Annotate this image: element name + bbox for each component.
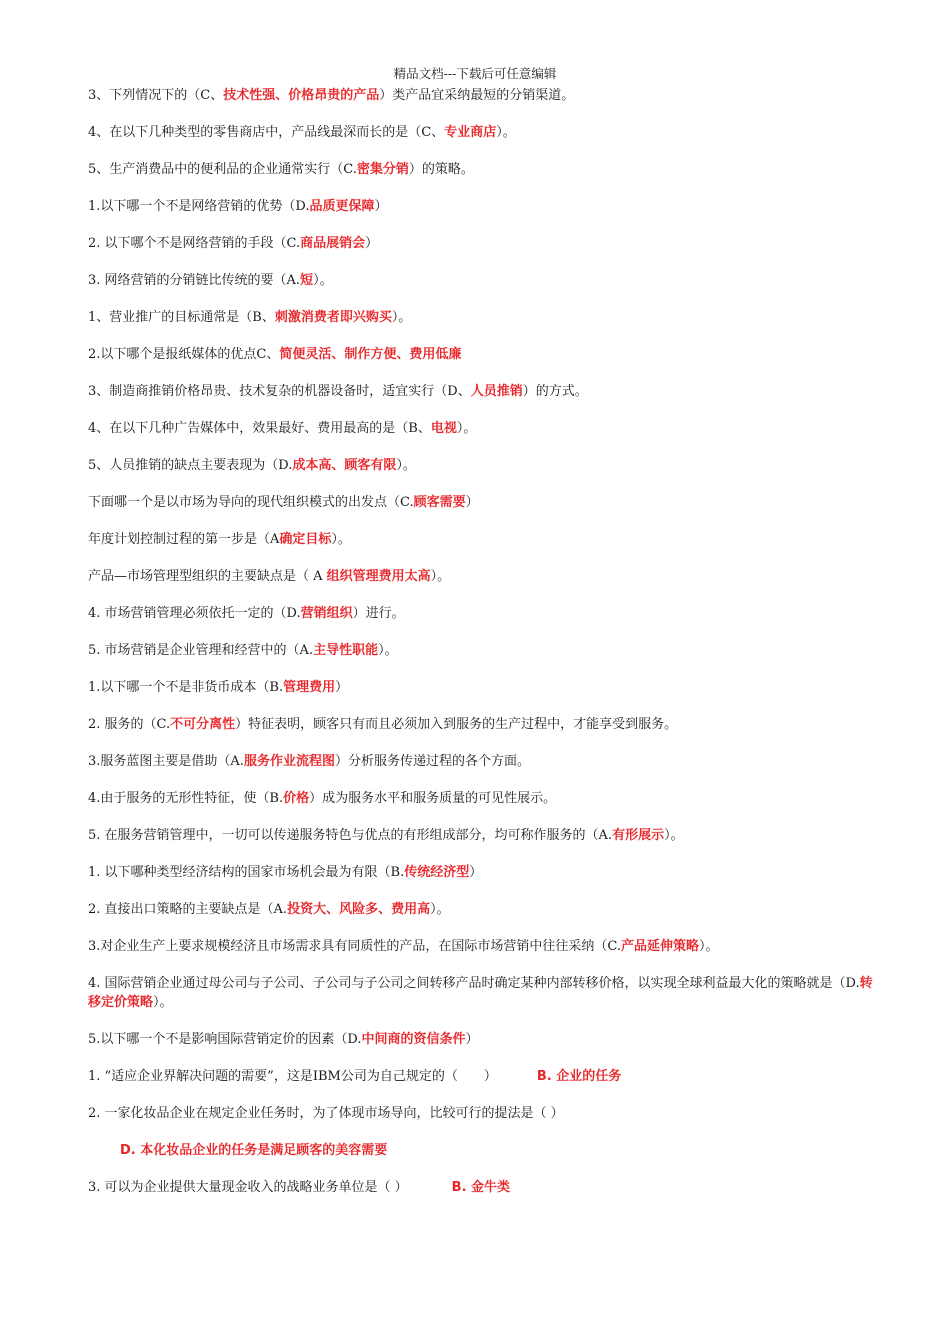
- question-text: 3. 网络营销的分销链比传统的要（A.: [88, 273, 301, 288]
- answer-list: [88, 86, 878, 956]
- question-text: 3、制造商推销价格昂贵、技术复杂的机器设备时，适宜实行（D、: [88, 384, 471, 399]
- question-line: [88, 900, 878, 919]
- question-suffix: ）的策略。: [408, 162, 474, 177]
- answer-text: 专业商店: [444, 125, 497, 140]
- question-text: 5. 市场营销是企业管理和经营中的（A.: [88, 643, 314, 658]
- question-text: 5、生产消费品中的便利品的企业通常实行（C.: [88, 162, 357, 177]
- answer-text: 价格: [283, 791, 310, 806]
- question-suffix: ）。: [396, 458, 416, 473]
- question-text: 4、在以下几种广告媒体中，效果最好、费用最高的是（B、: [88, 421, 431, 436]
- answer-text: 不可分离性: [170, 717, 236, 732]
- question-text: 3、下列情况下的（C、: [88, 88, 224, 103]
- question-suffix: ）的方式。: [522, 384, 588, 399]
- question-text: 2. 直接出口策略的主要缺点是（A.: [88, 902, 288, 917]
- answer-text: 服务作业流程图: [243, 754, 335, 769]
- answer-text: 投资大、风险多、费用高: [287, 902, 431, 917]
- question-line: [88, 641, 878, 660]
- answer-cosmetics-task: [88, 1141, 878, 1160]
- question-suffix: ）。: [456, 421, 477, 436]
- question-text: 年度计划控制过程的第一步是（A: [88, 532, 280, 547]
- question-cash-cow: [88, 1178, 878, 1197]
- question-text: 2. 一家化妆品企业在规定企业任务时，为了体现市场导向，比较可行的提法是（ ）: [88, 1106, 564, 1121]
- question-suffix: ）进行。: [352, 606, 405, 621]
- question-transfer-pricing: [88, 974, 878, 1012]
- question-text: 3. 可以为企业提供大量现金收入的战略业务单位是（ ）: [88, 1180, 408, 1195]
- question-text: 2.以下哪个是报纸媒体的优点C、: [88, 347, 280, 362]
- question-line: [88, 382, 878, 401]
- question-suffix: ）: [365, 236, 379, 251]
- answer-text: 电视: [430, 421, 457, 436]
- question-text: 3.对企业生产上要求规模经济且市场需求具有同质性的产品，在国际市场营销中往往采纳（C.: [88, 939, 622, 954]
- question-suffix: ）。: [313, 273, 333, 288]
- question-line: [88, 937, 878, 956]
- question-line: [88, 86, 878, 105]
- question-suffix: ）。: [391, 310, 412, 325]
- page-header: 精品文档---下载后可任意编辑: [393, 66, 557, 81]
- question-suffix: ）: [469, 865, 483, 880]
- question-line: [88, 715, 878, 734]
- answer-text: 刺激消费者即兴购买: [274, 310, 392, 325]
- question-suffix: ）成为服务水平和服务质量的可见性展示。: [309, 791, 557, 806]
- question-line: [88, 197, 878, 216]
- question-line: [88, 567, 878, 586]
- answer-text: B. 金牛类: [451, 1180, 511, 1195]
- question-line: [88, 530, 878, 549]
- answer-text: 人员推销: [470, 384, 523, 399]
- answer-text: 管理费用: [283, 680, 336, 695]
- question-text: 4. 国际营销企业通过母公司与子公司、子公司与子公司之间转移产品时确定某种内部转移价格，以实现全球利益最大化的策略就是（D.: [88, 976, 860, 991]
- question-suffix: ）: [465, 1032, 479, 1047]
- document-body: [88, 86, 878, 1197]
- question-line: [88, 419, 878, 438]
- question-text: 5. 在服务营销管理中，一切可以传递服务特色与优点的有形组成部分，均可称作服务的（A.: [88, 828, 613, 843]
- answer-text: 短: [300, 273, 314, 288]
- question-suffix: ）。: [430, 902, 450, 917]
- answer-text: 密集分销: [356, 162, 409, 177]
- answer-text: 顾客需要: [413, 495, 466, 510]
- question-ibm-task: [88, 1067, 878, 1086]
- question-line: [88, 789, 878, 808]
- answer-text: 传统经济型: [404, 865, 470, 880]
- question-suffix: ）。: [153, 995, 173, 1010]
- question-suffix: ）: [335, 680, 349, 695]
- question-text: 2. 服务的（C.: [88, 717, 171, 732]
- answer-text: 主导性职能: [313, 643, 379, 658]
- question-suffix: ）特征表明，顾客只有而且必须加入到服务的生产过程中，才能享受到服务。: [235, 717, 678, 732]
- answer-text: D. 本化妆品企业的任务是满足顾客的美容需要: [120, 1143, 388, 1158]
- question-line: [88, 160, 878, 179]
- question-text: 1. 以下哪种类型经济结构的国家市场机会最为有限（B.: [88, 865, 405, 880]
- answer-text: 转移定价策略: [88, 976, 873, 1010]
- answer-text: 简便灵活、制作方便、费用低廉: [279, 347, 462, 362]
- question-text: 2. 以下哪个不是网络营销的手段（C.: [88, 236, 301, 251]
- question-text: 5、人员推销的缺点主要表现为（D.: [88, 458, 293, 473]
- question-text: 1.以下哪一个不是网络营销的优势（D.: [88, 199, 310, 214]
- answer-text: B. 企业的任务: [536, 1069, 622, 1084]
- answer-text: 技术性强、价格昂贵的产品: [223, 88, 380, 103]
- question-line: [88, 271, 878, 290]
- question-line: [88, 826, 878, 845]
- answer-text: 中间商的资信条件: [361, 1032, 466, 1047]
- question-line: [88, 345, 878, 364]
- question-line: [88, 493, 878, 512]
- answer-text: 组织管理费用太高: [326, 569, 431, 584]
- question-suffix: ）。: [331, 532, 351, 547]
- question-line: [88, 234, 878, 253]
- question-text: 3.服务蓝图主要是借助（A.: [88, 754, 244, 769]
- question-text: 4. 市场营销管理必须依托一定的（D.: [88, 606, 301, 621]
- answer-text: 营销组织: [300, 606, 353, 621]
- question-line: [88, 456, 878, 475]
- question-suffix: ）。: [430, 569, 451, 584]
- question-suffix: ）类产品宜采纳最短的分销渠道。: [379, 88, 575, 103]
- question-line: [88, 863, 878, 882]
- answer-text: 确定目标: [279, 532, 332, 547]
- question-line: [88, 308, 878, 327]
- question-suffix: ）。: [699, 939, 719, 954]
- question-text: 5.以下哪一个不是影响国际营销定价的因素（D.: [88, 1032, 362, 1047]
- question-line: [88, 752, 878, 771]
- question-suffix: ）分析服务传递过程的各个方面。: [334, 754, 530, 769]
- question-suffix: ）。: [664, 828, 684, 843]
- question-suffix: ）: [374, 199, 388, 214]
- question-suffix: ）。: [496, 125, 516, 140]
- question-text: 下面哪一个是以市场为导向的现代组织模式的出发点（C.: [88, 495, 414, 510]
- answer-text: 产品延伸策略: [621, 939, 700, 954]
- question-cosmetics-task: [88, 1104, 878, 1123]
- answer-text: 成本高、顾客有限: [292, 458, 397, 473]
- question-text: 1、营业推广的目标通常是（B、: [88, 310, 275, 325]
- question-text: 产品—市场管理型组织的主要缺点是（ A: [88, 569, 327, 584]
- question-text: 4、在以下几种类型的零售商店中，产品线最深而长的是（C、: [88, 125, 445, 140]
- question-line: [88, 604, 878, 623]
- question-pricing-factor: [88, 1030, 878, 1049]
- answer-text: 品质更保障: [309, 199, 375, 214]
- answer-text: 商品展销会: [300, 236, 366, 251]
- question-text: 4.由于服务的无形性特征，使（B.: [88, 791, 284, 806]
- question-suffix: ）。: [378, 643, 398, 658]
- question-line: [88, 678, 878, 697]
- question-line: [88, 123, 878, 142]
- question-text: 1.以下哪一个不是非货币成本（B.: [88, 680, 284, 695]
- answer-text: 有形展示: [612, 828, 665, 843]
- question-suffix: ）: [465, 495, 479, 510]
- question-text: 1. “适应企业界解决问题的需要”，这是IBM公司为自己规定的（ ）: [88, 1069, 497, 1084]
